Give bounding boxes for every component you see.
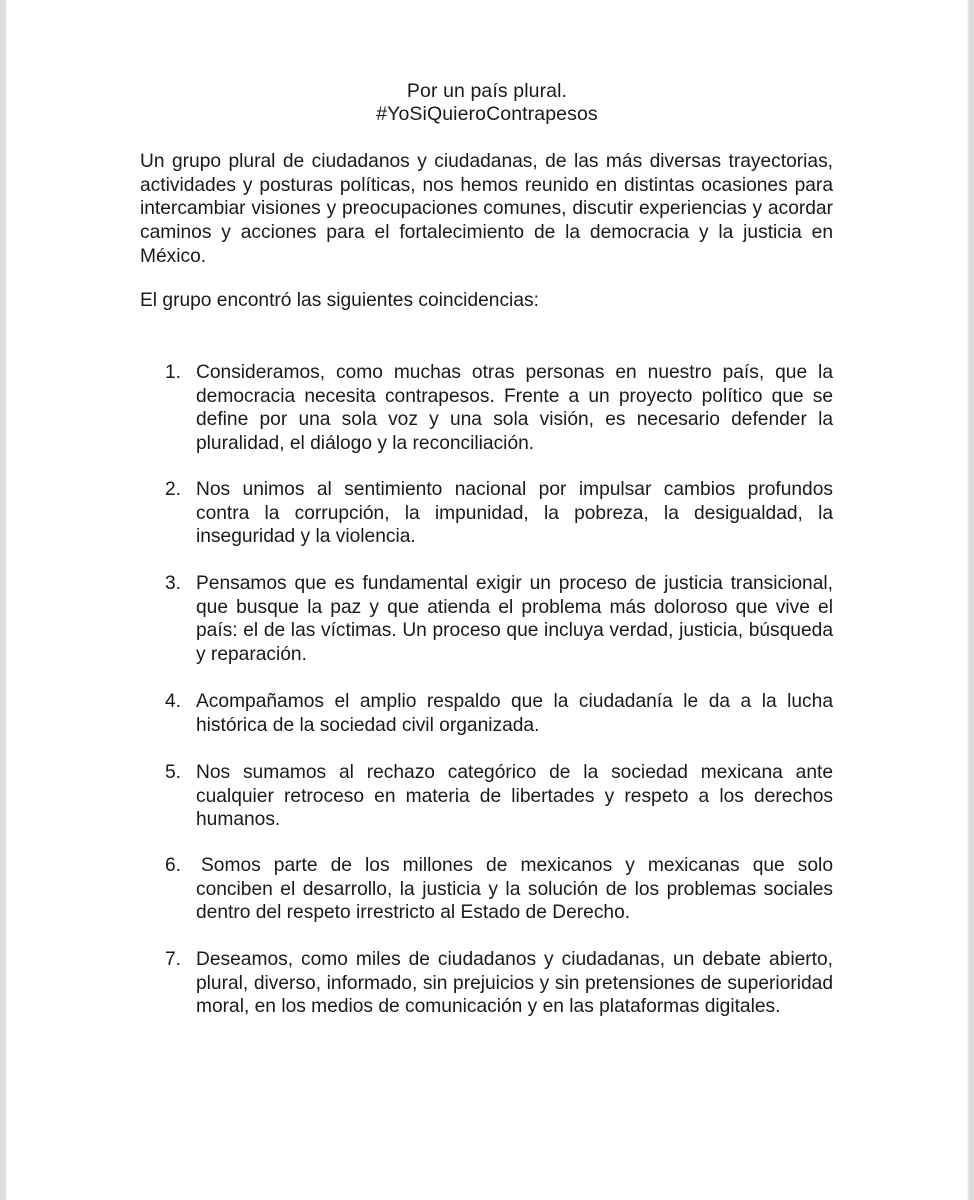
list-item-text: Somos parte de los millones de mexicanos y mexicanas que solo conciben el desarrollo, la justicia y la solución de los problemas sociales dentro del respeto irrestricto al Estado de Derecho. <box>196 855 833 924</box>
list-item-number: 3. <box>165 573 182 594</box>
list-item-text: Consideramos, como muchas otras personas en nuestro país, que la democracia necesita contrapesos. Frente a un proyecto político que se define por una sola voz y una sola visión, es necesario defender la pluralidad, el diálogo y la reconciliación. <box>196 362 833 455</box>
list-item-number: 4. <box>165 691 182 712</box>
intro-paragraph: Un grupo plural de ciudadanos y ciudadanas, de las más diversas trayectorias, actividades y posturas políticas, nos hemos reunido en distintas ocasiones para intercambiar visiones y preocupaciones comunes, discutir experiencias y acordar caminos y acciones para el fortalecimiento de la democracia y la justicia en México. <box>140 151 833 267</box>
document-hashtag: #YoSiQuieroContrapesos <box>376 103 598 125</box>
coincidences-lead: El grupo encontró las siguientes coincidencias: <box>140 290 539 311</box>
list-item-text: Acompañamos el amplio respaldo que la ciudadanía le da a la lucha histórica de la sociedad civil organizada. <box>196 691 833 736</box>
list-item-number: 2. <box>165 479 182 500</box>
list-item-number: 1. <box>165 362 182 383</box>
list-item-number: 6. <box>165 855 182 876</box>
page-edge-right <box>967 0 974 1200</box>
list-item-text: Nos sumamos al rechazo categórico de la sociedad mexicana ante cualquier retroceso en materia de libertades y respeto a los derechos humanos. <box>196 762 833 831</box>
list-item-number: 7. <box>165 949 182 970</box>
list-item-text: Pensamos que es fundamental exigir un proceso de justicia transicional, que busque la paz y que atienda el problema más doloroso que vive el país: el de las víctimas. Un proceso que incluya verdad, justicia, búsqueda y reparación. <box>196 573 833 666</box>
document-title: Por un país plural. <box>406 80 568 102</box>
list-item-number: 5. <box>165 762 182 783</box>
list-item-text: Nos unimos al sentimiento nacional por impulsar cambios profundos contra la corrupción, la impunidad, la pobreza, la desigualdad, la inseguridad y la violencia. <box>196 479 833 548</box>
list-item-text: Deseamos, como miles de ciudadanos y ciudadanas, un debate abierto, plural, diverso, informado, sin prejuicios y sin pretensiones de superioridad moral, en los medios de comunicación y en las plataformas digitales. <box>196 949 833 1018</box>
